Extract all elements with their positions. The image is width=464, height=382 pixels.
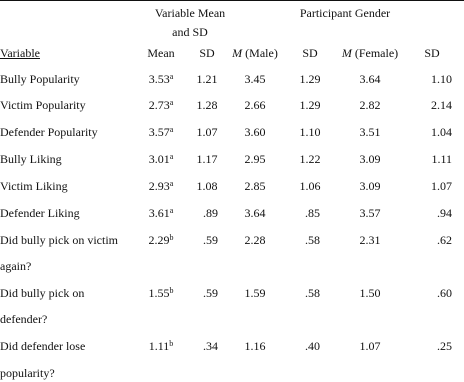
- row-label: Did bully pick on victim: [0, 233, 118, 247]
- row-label-continued: defender?: [0, 312, 48, 326]
- group-header-variable-mean: Variable Mean: [154, 6, 226, 20]
- row-label-continued: popularity?: [0, 366, 55, 380]
- cell-m-female: 3.09: [359, 152, 381, 166]
- row-label-continued: again?: [0, 259, 32, 273]
- col-header-sd-male: SD: [302, 46, 318, 60]
- col-header-m-female: [330, 46, 410, 60]
- cell-m-female: 3.51: [359, 125, 381, 139]
- cell-mean: 3.53$^a$: [148, 72, 174, 86]
- cell-m-male: 3.45: [244, 72, 266, 86]
- cell-sd-female: .62: [437, 233, 452, 247]
- row-label: Did bully pick on: [0, 286, 85, 300]
- group-header-and-sd: and SD: [172, 25, 208, 39]
- cell-sd: .59: [203, 233, 218, 247]
- cell-m-female: 3.57: [359, 206, 381, 220]
- cell-sd-male: .58: [305, 233, 320, 247]
- cell-sd-male: 1.22: [299, 152, 321, 166]
- cell-mean: 2.93$^a$: [148, 179, 174, 193]
- row-label: Victim Popularity: [0, 98, 86, 112]
- cell-sd-male: .58: [305, 286, 320, 300]
- cell-sd-male: 1.06: [299, 179, 321, 193]
- italic-m: M: [341, 46, 352, 60]
- col-header-mean: Mean: [147, 46, 175, 60]
- cell-sd-male: .85: [305, 206, 320, 220]
- table-top-rule: [0, 0, 464, 1]
- cell-m-male: 1.16: [244, 339, 266, 353]
- row-label: Bully Liking: [0, 152, 62, 166]
- cell-mean: 1.55$^b$: [148, 286, 174, 300]
- cell-sd: .34: [203, 339, 218, 353]
- cell-sd: 1.08: [196, 179, 218, 193]
- cell-sd: 1.21: [196, 72, 218, 86]
- col-header-variable: Variable: [0, 46, 40, 60]
- col-header-m-male: [220, 46, 290, 60]
- row-label: Bully Popularity: [0, 72, 80, 86]
- italic-m: M: [232, 46, 243, 60]
- cell-sd-male: 1.10: [299, 125, 321, 139]
- cell-sd: .89: [203, 206, 218, 220]
- cell-mean: 1.11$^b$: [148, 339, 174, 353]
- cell-sd-male: .40: [305, 339, 320, 353]
- cell-m-female: 3.09: [359, 179, 381, 193]
- cell-sd-male: 1.29: [299, 72, 321, 86]
- cell-m-male: 1.59: [244, 286, 266, 300]
- cell-mean: 2.29$^b$: [148, 233, 174, 247]
- cell-sd: 1.07: [196, 125, 218, 139]
- cell-m-female: 3.64: [359, 72, 381, 86]
- cell-mean: 3.57$^a$: [148, 125, 174, 139]
- row-label: Defender Liking: [0, 206, 80, 220]
- cell-m-female: 1.07: [359, 339, 381, 353]
- cell-mean: 2.73$^a$: [148, 98, 174, 112]
- col-header-sd: SD: [199, 46, 215, 60]
- cell-sd-female: .94: [437, 206, 452, 220]
- cell-sd-female: 1.10: [431, 72, 452, 86]
- cell-m-female: 1.50: [359, 286, 381, 300]
- col-header-sd-female: SD: [424, 46, 440, 60]
- cell-sd: 1.17: [196, 152, 218, 166]
- cell-sd-male: 1.29: [299, 98, 321, 112]
- cell-mean: 3.61$^a$: [148, 206, 174, 220]
- cell-m-male: 3.60: [244, 125, 266, 139]
- cell-m-male: 2.66: [244, 98, 266, 112]
- row-label: Defender Popularity: [0, 125, 98, 139]
- row-label: Victim Liking: [0, 179, 68, 193]
- cell-sd-female: 1.11: [431, 152, 452, 166]
- cell-m-male: 2.28: [244, 233, 266, 247]
- group-header-participant-gender: Participant Gender: [299, 6, 391, 20]
- cell-sd: 1.28: [196, 98, 218, 112]
- cell-m-male: 2.85: [244, 179, 266, 193]
- cell-m-male: 3.64: [244, 206, 266, 220]
- cell-m-female: 2.31: [359, 233, 381, 247]
- cell-sd-female: .25: [437, 339, 452, 353]
- cell-sd-female: .60: [437, 286, 452, 300]
- cell-m-male: 2.95: [244, 152, 266, 166]
- cell-sd: .59: [203, 286, 218, 300]
- male-suffix: (Male): [242, 46, 278, 60]
- cell-sd-female: 2.14: [431, 98, 452, 112]
- female-suffix: (Female): [351, 46, 399, 60]
- cell-m-female: 2.82: [359, 98, 381, 112]
- cell-sd-female: 1.07: [431, 179, 452, 193]
- cell-mean: 3.01$^a$: [148, 152, 174, 166]
- row-label: Did defender lose: [0, 339, 86, 353]
- cell-sd-female: 1.04: [431, 125, 452, 139]
